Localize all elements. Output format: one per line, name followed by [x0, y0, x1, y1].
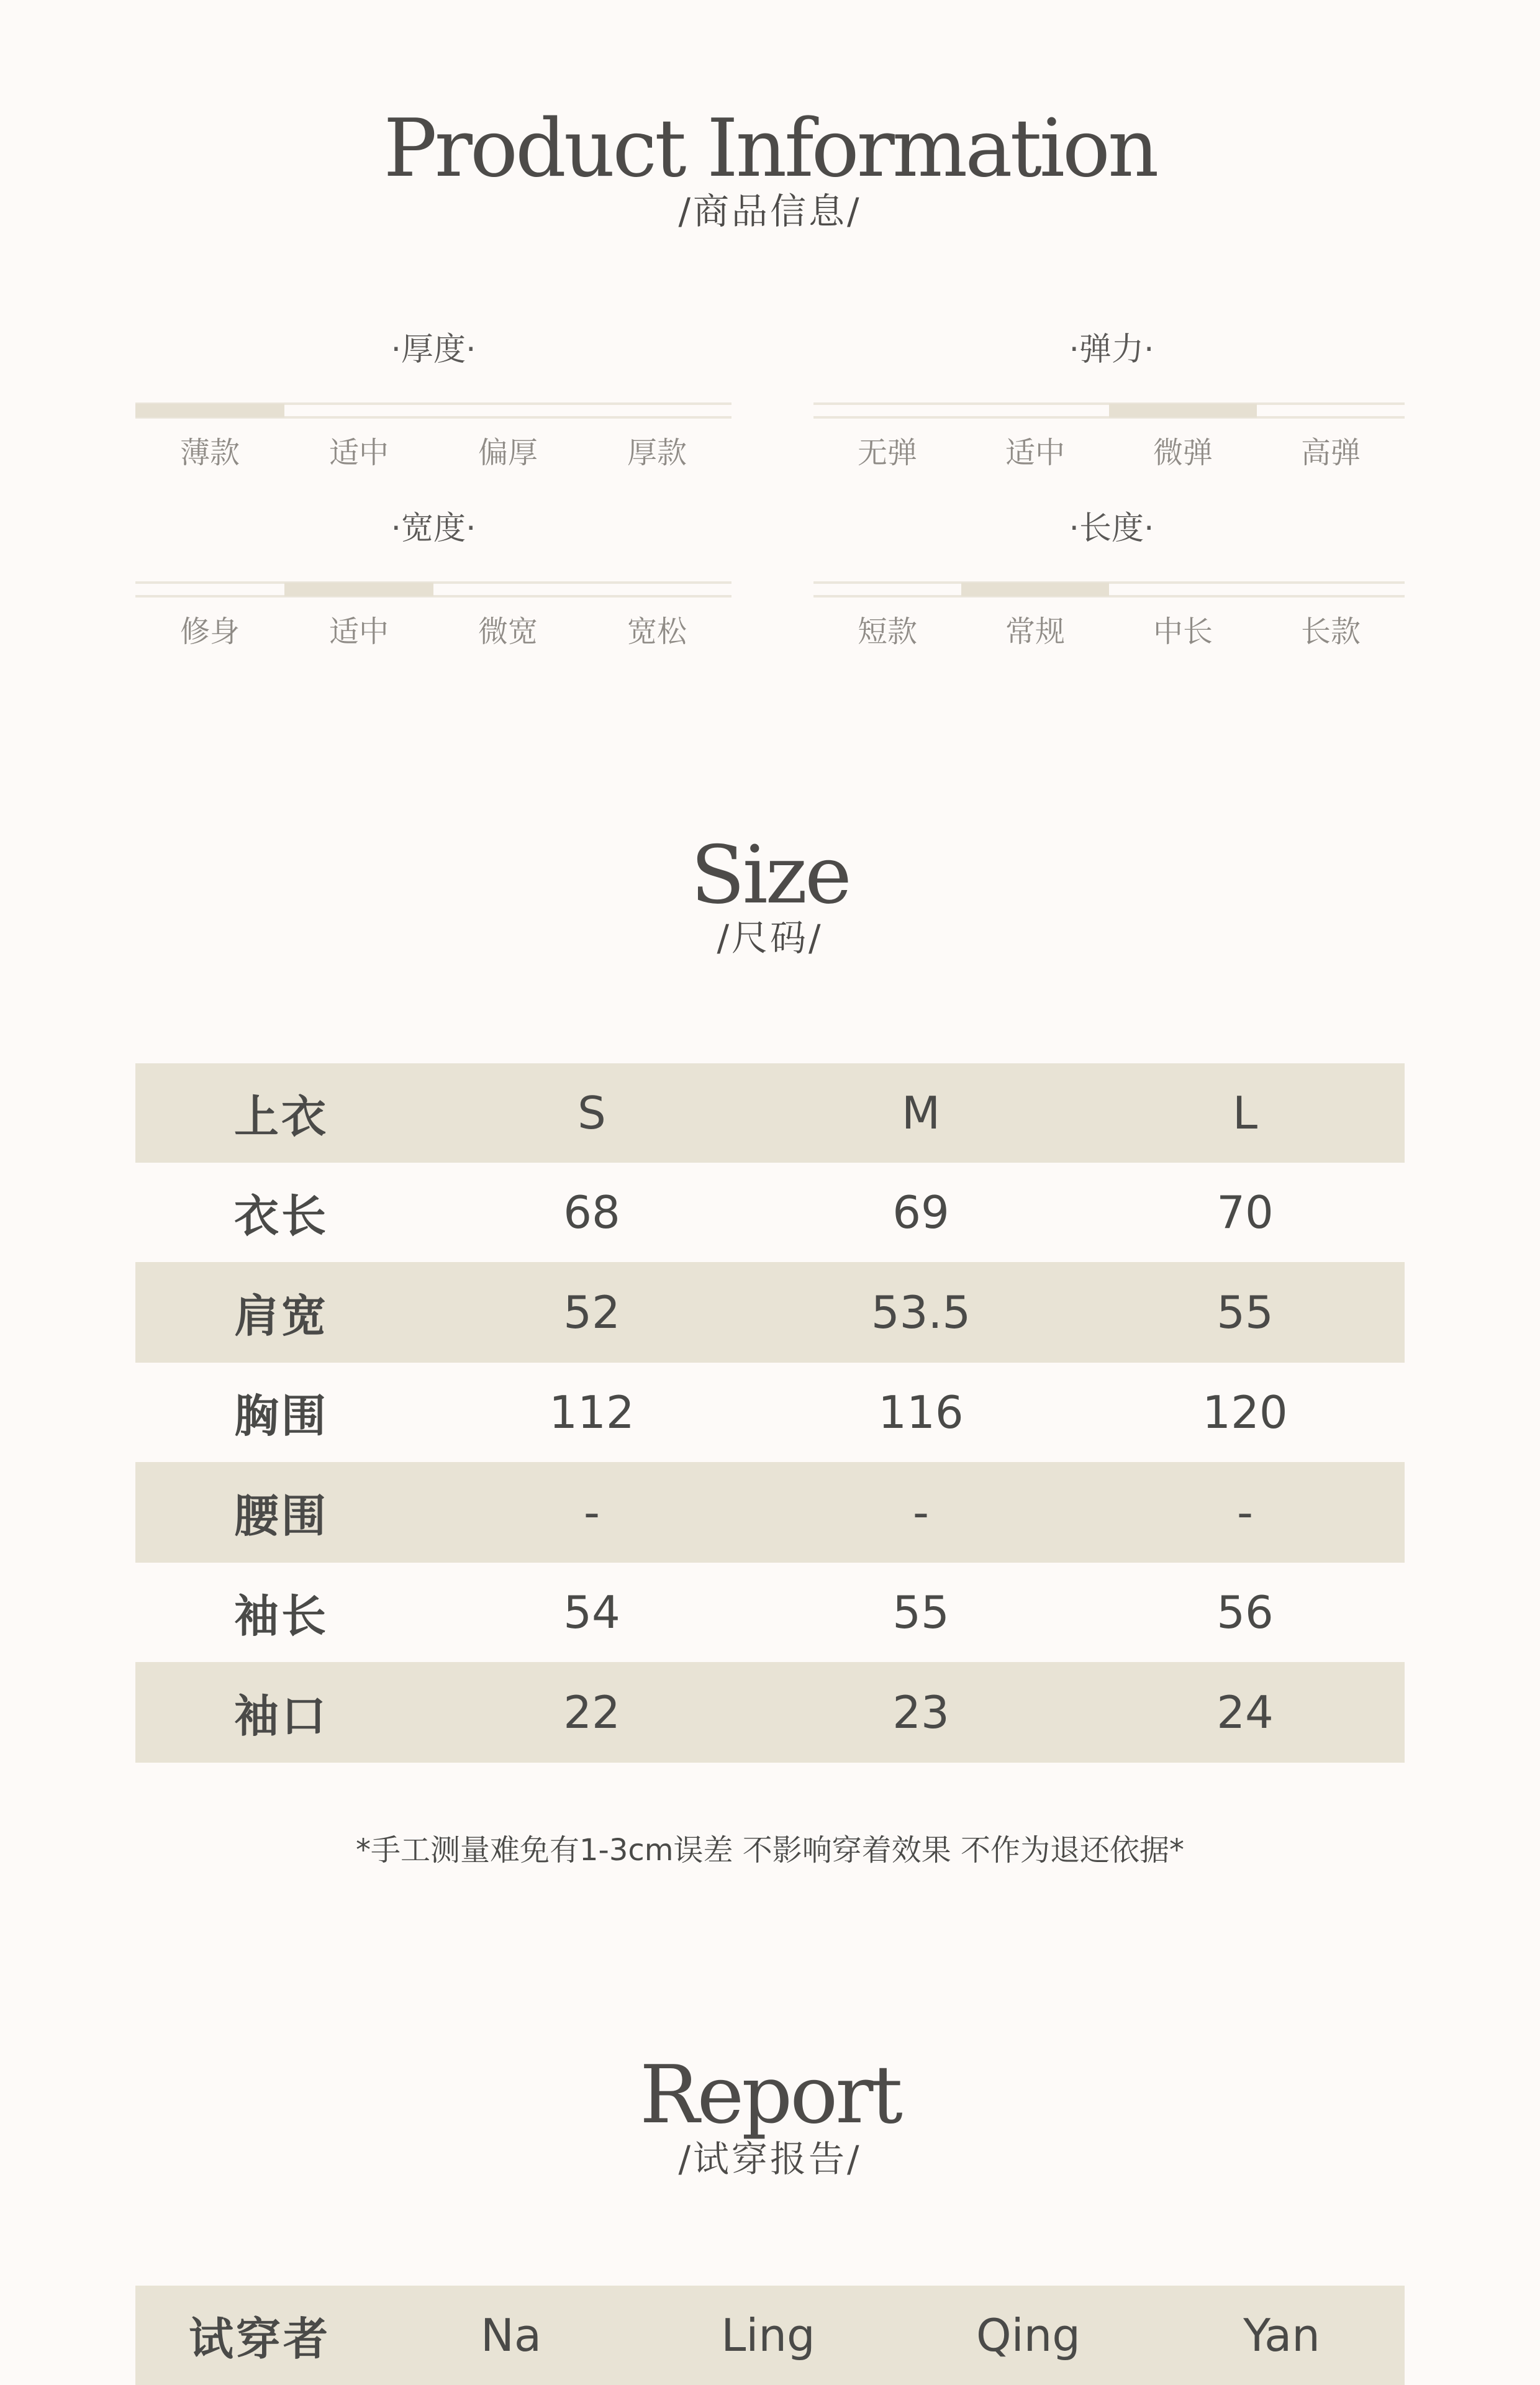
table-cell: -: [427, 1462, 756, 1563]
report-subtitle: /试穿报告/: [678, 2138, 862, 2180]
header-cell: L: [1085, 1063, 1405, 1163]
report-table-header: [135, 2286, 1405, 2385]
measurement-note: *手工测量难免有1-3cm误差 不影响穿着效果 不作为退还依据*: [355, 1833, 1185, 1868]
product-info-title: Product Information: [383, 102, 1157, 195]
table-cell: 112: [549, 1386, 635, 1438]
elasticity-scale-bar: [813, 402, 1405, 419]
attribute-length: [813, 502, 1261, 548]
option-label: 长款: [1300, 614, 1361, 649]
width-scale-bar: [135, 581, 732, 597]
row-label: 胸围: [233, 1390, 328, 1442]
report-title: Report: [640, 2049, 900, 2142]
table-cell: 22: [427, 1662, 756, 1763]
selected-level-marker: [135, 404, 284, 417]
selected-level-marker: [961, 583, 1109, 596]
table-cell: 52: [427, 1262, 756, 1363]
table-cell: 55: [1085, 1262, 1405, 1363]
header-cell: Na: [384, 2286, 638, 2385]
elasticity-options: [813, 429, 1405, 471]
size-table: [135, 1063, 1405, 1763]
table-cell: 55: [892, 1586, 949, 1638]
row-label: 衣长: [233, 1190, 328, 1242]
option-label: 偏厚: [478, 435, 538, 470]
thickness-scale-bar: [135, 402, 732, 419]
size-table-header: [135, 1063, 1405, 1163]
table-cell: 116: [878, 1386, 964, 1438]
table-row: [135, 1462, 1405, 1563]
attribute-name: ·厚度·: [391, 331, 476, 368]
table-cell: -: [1085, 1462, 1405, 1563]
length-scale-bar: [813, 581, 1405, 597]
header-cell: Qing: [898, 2286, 1159, 2385]
header-cell: 上衣: [135, 1063, 427, 1163]
option-label: 短款: [857, 614, 917, 649]
header-cell: M: [756, 1063, 1085, 1163]
table-row: [135, 1262, 1405, 1363]
attribute-name: ·弹力·: [1069, 331, 1154, 368]
attribute-name: ·长度·: [1069, 510, 1154, 547]
option-label: 薄款: [179, 435, 240, 470]
row-label: 腰围: [135, 1462, 427, 1563]
option-label: 宽松: [627, 614, 687, 649]
table-cell: 70: [1216, 1186, 1274, 1238]
row-label: 袖口: [135, 1662, 427, 1763]
option-label: 适中: [328, 435, 389, 470]
thickness-options: [135, 429, 732, 471]
table-row: [135, 1363, 1405, 1462]
table-cell: 24: [1085, 1662, 1405, 1763]
table-cell: 68: [563, 1186, 620, 1238]
width-options: [135, 607, 732, 650]
selected-level-marker: [1109, 404, 1257, 417]
header-cell: Yan: [1159, 2286, 1405, 2385]
row-label: 肩宽: [135, 1262, 427, 1363]
option-label: 微弹: [1153, 435, 1213, 470]
length-options: [813, 607, 1405, 650]
report-table: [135, 2286, 1405, 2385]
option-label: 高弹: [1300, 435, 1361, 470]
table-row: [135, 1163, 1405, 1262]
header-cell: Ling: [638, 2286, 898, 2385]
option-label: 修身: [179, 614, 240, 649]
product-info-subtitle: /商品信息/: [678, 190, 862, 232]
table-cell: 120: [1202, 1386, 1288, 1438]
header-cell: 试穿者: [135, 2286, 384, 2385]
size-subtitle: /尺码/: [717, 917, 823, 959]
table-cell: 54: [563, 1586, 620, 1638]
table-cell: 56: [1216, 1586, 1274, 1638]
selected-level-marker: [284, 583, 433, 596]
option-label: 中长: [1153, 614, 1213, 649]
row-label: 袖长: [233, 1590, 328, 1642]
attribute-thickness: [135, 323, 582, 370]
table-cell: 53.5: [756, 1262, 1085, 1363]
size-title: Size: [691, 829, 849, 922]
option-label: 适中: [1005, 435, 1065, 470]
option-label: 无弹: [857, 435, 917, 470]
table-cell: -: [756, 1462, 1085, 1563]
header-cell: S: [427, 1063, 756, 1163]
table-row: [135, 1662, 1405, 1763]
option-label: 微宽: [478, 614, 538, 649]
table-cell: 69: [892, 1186, 949, 1238]
option-label: 厚款: [627, 435, 687, 470]
attribute-width: [135, 502, 582, 548]
option-label: 适中: [328, 614, 389, 649]
option-label: 常规: [1005, 614, 1065, 649]
attribute-elasticity: [813, 323, 1261, 370]
table-row: [135, 1563, 1405, 1662]
table-cell: 23: [756, 1662, 1085, 1763]
attribute-name: ·宽度·: [391, 510, 476, 547]
